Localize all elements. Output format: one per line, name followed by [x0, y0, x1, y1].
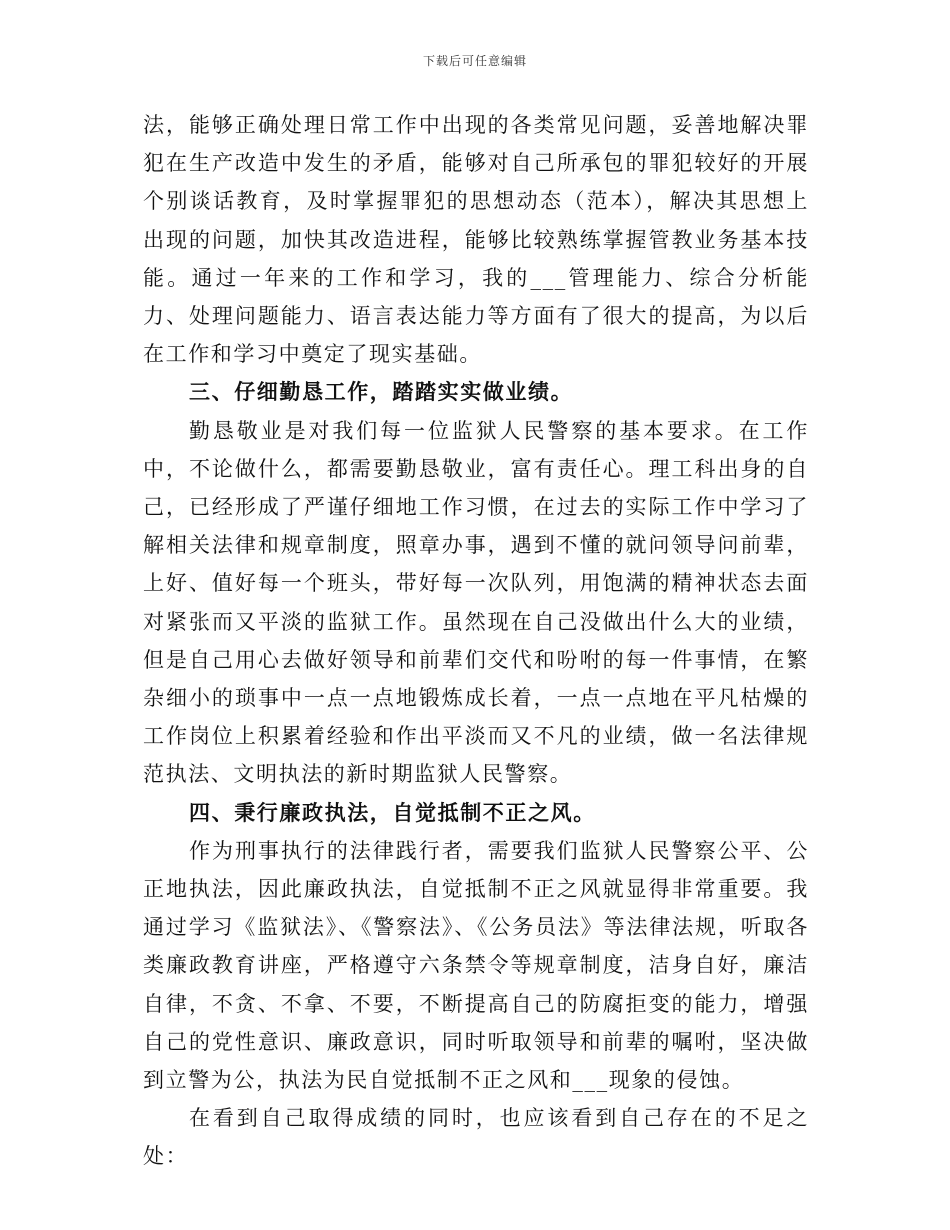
paragraph-shortcomings: 在看到自己取得成绩的同时，也应该看到自己存在的不足之处： [143, 1106, 809, 1169]
page-header: 下载后可任意编辑 [422, 54, 527, 68]
paragraph-capabilities: 法，能够正确处理日常工作中出现的各类常见问题，妥善地解决罪犯在生产改造中发生的矛盾，能够对自己所承包的罪犯较好的开展个别谈话教育，及时掌握罪犯的思想动态（范本），解决其思想上出现的问题，加快其改造进程，能够比较熟练掌握管教业务基本技能。通过一年来的工作和学习，我的___管理能力、综合分析能力、处理问题能力、语言表达能力等方面有了很大的提高，为以后在工作和学习中奠定了现实基础。 [143, 113, 809, 367]
section-heading-4: 四、秉行廉政执法，自觉抵制不正之风。 [189, 800, 596, 825]
paragraph-diligence: 勤恳敬业是对我们每一位监狱人民警察的基本要求。在工作中，不论做什么，都需要勤恳敬业，富有责任心。理工科出身的自己，已经形成了严谨仔细地工作习惯，在过去的实际工作中学习了解相关法律和规章制度，照章办事，遇到不懂的就问领导问前辈，上好、值好每一个班头，带好每一次队列，用饱满的精神状态去面对紧张而又平淡的监狱工作。虽然现在自己没做出什么大的业绩，但是自己用心去做好领导和前辈们交代和吩咐的每一件事情，在繁杂细小的琐事中一点一点地锻炼成长着，一点一点地在平凡枯燥的工作岗位上积累着经验和作出平淡而又不凡的业绩，做一名法律规范执法、文明执法的新时期监狱人民警察。 [143, 418, 809, 787]
paragraph-integrity: 作为刑事执行的法律践行者，需要我们监狱人民警察公平、公正地执法，因此廉政执法，自觉抵制不正之风就显得非常重要。我通过学习《监狱法》、《警察法》、《公务员法》等法律法规，听取各类廉政教育讲座，严格遵守六条禁令等规章制度，洁身自好，廉洁自律，不贪、不拿、不要，不断提高自己的防腐拒变的能力，增强自己的党性意识、廉政意识，同时听取领导和前辈的嘱咐，坚决做到立警为公，执法为民自觉抵制不正之风和___现象的侵蚀。 [143, 838, 809, 1093]
document-body [143, 106, 809, 1176]
section-heading-3: 三、仔细勤恳工作，踏踏实实做业绩。 [189, 380, 574, 405]
